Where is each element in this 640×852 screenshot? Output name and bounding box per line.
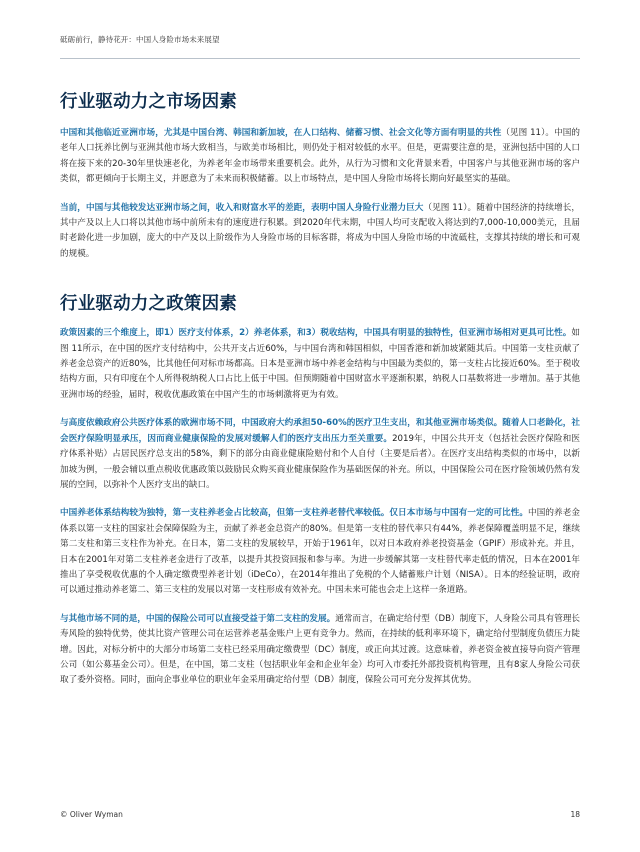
paragraph xyxy=(60,416,580,493)
section-heading-policy: 行业驱动力之政策因素 xyxy=(60,294,237,315)
paragraph xyxy=(60,326,580,403)
page-number: 18 xyxy=(570,810,580,819)
header-divider xyxy=(60,58,580,59)
main-content xyxy=(60,88,580,702)
paragraph-body: 2019年，中国公共开支（包括社会医疗保险和医疗体系补贴）占居民医疗总支出的58%，剩下的部分由商业健康险赔付和个人自付（主要是后者）。在医疗支出结构类似的市场中，以新加坡为例，一般会辅以重点税收优惠政策以鼓励民众购买商业健康保险作为基础医保的补充。所以，中国保险公司在医疗险领域仍然有发展的空间，以弥补个人医疗支出的缺口。 xyxy=(60,433,580,490)
paragraph-lead: 与高度依赖政府公共医疗体系的欧洲市场不同，中国政府大约承担50-60%的医疗卫生支出，和其他亚洲市场类似。随着人口老龄化，社会医疗保险明显承压，因而商业健康保险的发展对缓解人们的医疗支出压力至关重要。 xyxy=(60,418,580,444)
running-header: 砥砺前行，静待花开：中国人身险市场未来展望 xyxy=(60,35,220,44)
paragraph xyxy=(60,126,580,188)
paragraph-lead: 中国和其他临近亚洲市场，尤其是中国台湾、韩国和新加坡，在人口结构、储蓄习惯、社会文化等方面有明显的共性 xyxy=(60,128,502,138)
paragraph xyxy=(60,201,580,263)
paragraph-body: 通常而言，在确定给付型（DB）制度下，人身险公司具有管理长寿风险的独特优势，使其比资产管理公司在运营养老基金账户上更有竞争力。然而，在持续的低利率环境下，确定给付型制度负债压力陡增。因此，对标分析中的大部分市场第二支柱已经采用确定缴费型（DC）制度，或正向其过渡。这意味着，养老资金被直接导向资产管理公司（如公募基金公司）。但是，在中国，第二支柱（包括职业年金和企业年金）均可入市委托外部投资机构管理，且有8家人身险公司获取了委外资格。同时，面向企事业单位的职业年金采用确定给付型（DB）制度，保险公司可充分发挥其优势。 xyxy=(60,613,580,686)
paragraph-lead: 政策因素的三个维度上，即1）医疗支付体系，2）养老体系，和3）税收结构，中国具有明显的独特性，但亚洲市场相对更具可比性。 xyxy=(60,328,572,339)
page-footer xyxy=(60,810,580,819)
paragraph-lead: 与其他市场不同的是，中国的保险公司可以直接受益于第二支柱的发展。 xyxy=(60,613,336,624)
paragraph-body: 如图 11所示，在中国的医疗支付结构中，公共开支占近60%，与中国台湾和韩国相似，中国香港和新加坡紧随其后。中国第一支柱贡献了养老金总资产的近80%，比其他任何对标市场都高。日本是亚洲市场中养老金结构与中国最为类似的，第一支柱占比接近60%。至于税收结构方面，只有印度在个人所得税纳税人口占比上低于中国。但预期随着中国财富水平逐渐积累，纳税人口基数将进一步增加。基于其他亚洲市场的经验，届时，税收优惠政策在中国产生的市场刺激将更为有效。 xyxy=(60,328,580,400)
section-heading-market: 行业驱动力之市场因素 xyxy=(60,92,237,112)
paragraph-body: 中国的养老金体系以第一支柱的国家社会保障保险为主，贡献了养老金总资产的80%。但是第一支柱的替代率只有44%，养老保障覆盖明显不足，继续第二支柱和第三支柱作为补充。在日本，第二支柱的发展较早，开始于1961年，以对日本政府养老投资基金（GPIF）形成补充。并且，日本在2001年对第二支柱养老金进行了改革，以提升其投资回报和参与率。为进一步缓解其第一支柱替代率走低的情况，日本在2001年推出了享受税收优惠的个人确定缴费型养老计划（iDeCo），在2014年推出了免税的个人储蓄账户计划（NISA）。日本的经验证明，政府可以通过推动养老第二、第三支柱的发展以对第一支柱形成有效补充。中国未来可能也会走上这样一条道路。 xyxy=(60,508,580,596)
paragraph-body: （见图 11）。随着中国经济的持续增长，其中产及以上人口将以其他市场中前所未有的速度进行积累。到2020年代末期，中国人均可支配收入将达到约7,000-10,000美元，且届时老龄化进一步加剧，庞大的中产及以上阶级作为人身险市场的目标客群，将成为中国人身险市场的中流砥柱，支撑其持续的增长和可观的规模。 xyxy=(60,202,580,259)
copyright-text: © Oliver Wyman xyxy=(60,810,123,819)
paragraph xyxy=(60,612,580,689)
paragraph xyxy=(60,506,580,598)
paragraph-lead: 当前，中国与其他较发达亚洲市场之间，收入和财富水平的差距，表明中国人身险行业潜力巨大 xyxy=(60,202,424,213)
paragraph-lead: 中国养老体系结构较为独特，第一支柱养老金占比较高，但第一支柱养老替代率较低。仅日本市场与中国有一定的可比性。 xyxy=(60,508,529,519)
paragraph-body: （见图 11）。中国的老年人口抚养比例与亚洲其他市场大致相当，与欧美市场相比，则仍处于相对较低的水平。但是，更需要注意的是，亚洲包括中国的人口将在接下来的20-30年里快速老化，为养老年金市场带来重要机会。此外，从行为习惯和文化背景来看，中国客户与其他亚洲市场的客户类似，都更倾向于长期主义，并愿意为了未来而积极储蓄。以上市场特点，是中国人身险市场将长期向好最坚实的基础。 xyxy=(60,128,580,185)
